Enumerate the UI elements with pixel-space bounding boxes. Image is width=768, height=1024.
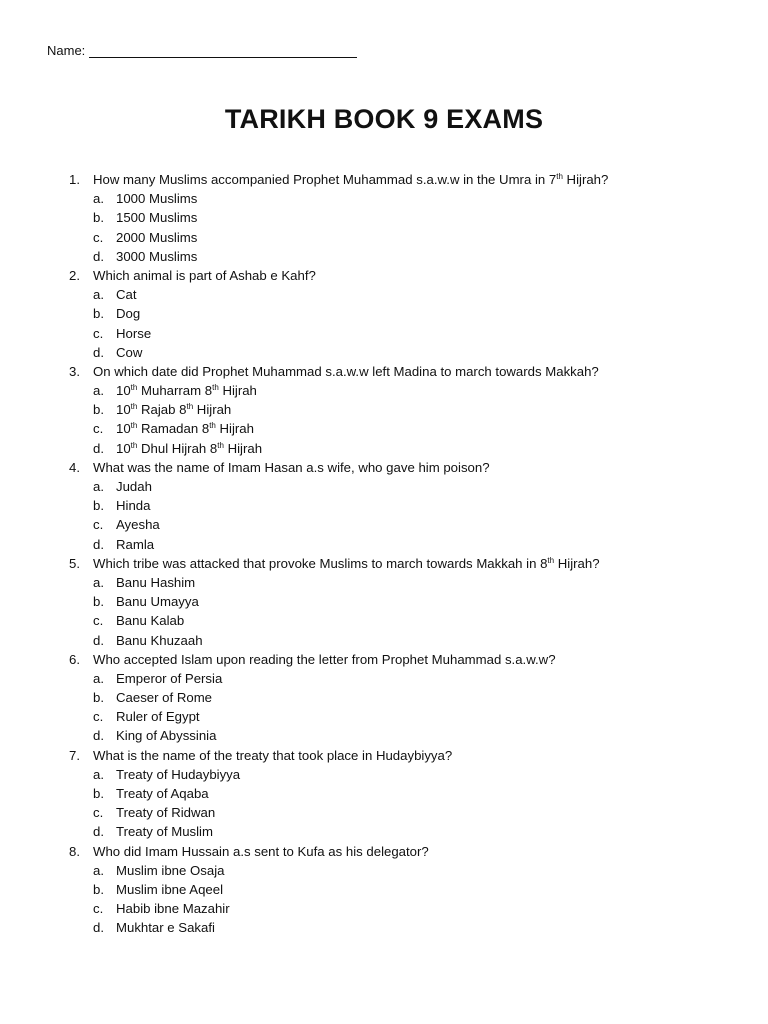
text-segment: Dog xyxy=(116,306,141,322)
text-segment: Hijrah? xyxy=(562,172,609,187)
text-segment: Muharram 8 xyxy=(137,383,213,399)
question-number: 5. xyxy=(69,555,80,571)
answer-option xyxy=(0,688,768,707)
question-text xyxy=(93,554,600,573)
text-segment: Treaty of Ridwan xyxy=(116,805,216,821)
text-segment: 10 xyxy=(116,383,131,399)
text-segment: Who did Imam Hussain a.s sent to Kufa as his delegator? xyxy=(93,843,429,859)
ordinal-superscript: th xyxy=(130,402,138,412)
text-segment: Who accepted Islam upon reading the letter from Prophet Muhammad s.a.w.w? xyxy=(93,651,556,667)
text-segment: Ruler of Egypt xyxy=(116,709,200,725)
question-text xyxy=(93,650,556,669)
text-segment: Hijrah xyxy=(223,440,263,456)
option-letter: a. xyxy=(93,383,104,399)
option-letter: a. xyxy=(93,670,104,686)
answer-option xyxy=(0,419,768,438)
option-letter: b. xyxy=(93,210,104,226)
question-item xyxy=(0,554,768,650)
question-number: 8. xyxy=(69,843,80,859)
option-text xyxy=(116,611,184,630)
option-text xyxy=(116,477,152,496)
text-segment: Hinda xyxy=(116,498,151,514)
option-letter: a. xyxy=(93,479,104,494)
question-item xyxy=(0,842,768,938)
question-number: 3. xyxy=(69,363,80,379)
option-text xyxy=(116,381,257,400)
answer-option xyxy=(0,611,768,630)
text-segment: Mukhtar e Sakafi xyxy=(116,920,215,936)
text-segment: 10 xyxy=(116,421,131,437)
option-letter: b. xyxy=(93,786,104,801)
question-text xyxy=(93,362,599,381)
name-field-row xyxy=(47,43,357,58)
option-text xyxy=(116,189,197,208)
text-segment: Habib ibne Mazahir xyxy=(116,901,230,917)
text-segment: 3000 Muslims xyxy=(116,248,198,264)
option-text xyxy=(116,822,213,841)
text-segment: Muslim ibne Osaja xyxy=(116,862,225,878)
question-item xyxy=(0,170,768,266)
option-text xyxy=(116,784,209,803)
answer-option xyxy=(0,726,768,745)
option-letter: c. xyxy=(93,613,104,629)
question-item xyxy=(0,458,768,554)
answer-option xyxy=(0,228,768,247)
answer-option xyxy=(0,515,768,534)
text-segment: Dhul Hijrah 8 xyxy=(137,440,218,456)
answer-option xyxy=(0,324,768,343)
option-text xyxy=(116,726,216,745)
option-text xyxy=(116,592,199,611)
option-letter: d. xyxy=(93,632,104,648)
option-letter: a. xyxy=(93,766,104,782)
question-item xyxy=(0,362,768,458)
answer-option xyxy=(0,477,768,496)
text-segment: Cow xyxy=(116,344,143,360)
answer-option xyxy=(0,765,768,784)
option-text xyxy=(116,285,137,304)
text-segment: On which date did Prophet Muhammad s.a.w.w left Madina to march towards Makkah? xyxy=(93,363,599,379)
option-text xyxy=(116,861,224,880)
question-text xyxy=(93,170,608,189)
answer-option xyxy=(0,496,768,515)
question-text xyxy=(93,458,490,477)
question-item xyxy=(0,746,768,842)
question-row xyxy=(0,650,768,669)
answer-option xyxy=(0,285,768,304)
answer-option xyxy=(0,247,768,266)
text-segment: Hijrah xyxy=(218,383,257,399)
option-letter: d. xyxy=(93,920,104,936)
text-segment: Banu Hashim xyxy=(116,574,196,590)
answer-option xyxy=(0,573,768,592)
answer-option xyxy=(0,784,768,803)
text-segment: Banu Umayya xyxy=(116,594,199,610)
answer-option xyxy=(0,803,768,822)
question-item xyxy=(0,266,768,362)
text-segment: Ramadan 8 xyxy=(137,421,210,437)
option-letter: c. xyxy=(93,421,104,437)
answer-option xyxy=(0,880,768,899)
answer-option xyxy=(0,669,768,688)
text-segment: What was the name of Imam Hasan a.s wife, who gave him poison? xyxy=(93,459,490,475)
question-row xyxy=(0,554,768,573)
name-blank-line[interactable] xyxy=(89,43,357,58)
ordinal-superscript: th xyxy=(130,440,138,450)
question-row xyxy=(0,362,768,381)
text-segment: 1500 Muslims xyxy=(116,210,198,226)
option-text xyxy=(116,880,223,899)
option-letter: a. xyxy=(93,287,104,303)
text-segment: Hijrah xyxy=(215,421,254,437)
answer-option xyxy=(0,899,768,918)
ordinal-superscript: th xyxy=(217,440,224,450)
option-letter: d. xyxy=(93,536,104,552)
text-segment: King of Abyssinia xyxy=(116,728,217,744)
text-segment: 10 xyxy=(116,440,131,456)
option-text xyxy=(116,803,215,822)
option-text xyxy=(116,765,240,784)
ordinal-superscript: th xyxy=(212,383,219,393)
answer-option xyxy=(0,304,768,323)
option-text xyxy=(116,228,197,247)
text-segment: Ayesha xyxy=(116,517,160,533)
option-text xyxy=(116,899,230,918)
ordinal-superscript: th xyxy=(209,421,216,431)
text-segment: 10 xyxy=(116,402,131,418)
text-segment: What is the name of the treaty that took place in Hudaybiyya? xyxy=(93,747,453,763)
option-text xyxy=(116,535,154,554)
option-letter: c. xyxy=(93,517,104,533)
page-title: TARIKH BOOK 9 EXAMS xyxy=(224,104,544,134)
option-text xyxy=(116,304,140,323)
answer-option xyxy=(0,631,768,650)
question-text xyxy=(93,842,429,861)
question-number: 7. xyxy=(69,747,80,763)
option-letter: b. xyxy=(93,498,104,514)
ordinal-superscript: th xyxy=(130,383,138,393)
option-text xyxy=(116,324,151,343)
ordinal-superscript: th xyxy=(186,402,194,412)
text-segment: Ramla xyxy=(116,536,155,552)
ordinal-superscript: th xyxy=(130,421,138,431)
question-row xyxy=(0,170,768,189)
option-text xyxy=(116,631,203,650)
answer-option xyxy=(0,822,768,841)
ordinal-superscript: th xyxy=(556,172,563,181)
option-letter: b. xyxy=(93,306,104,322)
text-segment: Which tribe was attacked that provoke Muslims to march towards Makkah in 8 xyxy=(93,555,548,571)
option-text xyxy=(116,419,254,438)
option-letter: d. xyxy=(93,824,104,840)
option-letter: c. xyxy=(93,901,104,917)
question-row xyxy=(0,266,768,285)
option-text xyxy=(116,688,212,707)
option-letter: d. xyxy=(93,344,104,360)
option-text xyxy=(116,669,222,688)
option-text xyxy=(116,343,142,362)
question-row xyxy=(0,458,768,477)
answer-option xyxy=(0,400,768,419)
text-segment: Banu Kalab xyxy=(116,613,185,629)
option-letter: b. xyxy=(93,594,104,610)
question-text xyxy=(93,266,316,285)
text-segment: Emperor of Persia xyxy=(116,670,223,686)
option-letter: c. xyxy=(93,709,104,725)
answer-option xyxy=(0,381,768,400)
answer-option xyxy=(0,707,768,726)
question-number: 2. xyxy=(69,267,80,283)
question-row xyxy=(0,842,768,861)
text-segment: How many Muslims accompanied Prophet Muhammad s.a.w.w in the Umra in 7 xyxy=(93,172,557,187)
text-segment: Banu Khuzaah xyxy=(116,632,203,648)
option-letter: b. xyxy=(93,881,104,897)
option-text xyxy=(116,247,197,266)
text-segment: Judah xyxy=(116,479,152,494)
question-number: 1. xyxy=(69,172,80,187)
option-letter: b. xyxy=(93,690,104,706)
option-text xyxy=(116,515,160,534)
option-text xyxy=(116,208,197,227)
question-row xyxy=(0,746,768,765)
text-segment: Caeser of Rome xyxy=(116,690,213,706)
text-segment: Treaty of Muslim xyxy=(116,824,213,840)
text-segment: 1000 Muslims xyxy=(116,191,198,207)
text-segment: Treaty of Aqaba xyxy=(116,786,209,801)
option-text xyxy=(116,573,195,592)
option-text xyxy=(116,707,200,726)
option-text xyxy=(116,400,231,419)
text-segment: Horse xyxy=(116,325,152,341)
text-segment: Rajab 8 xyxy=(137,402,187,418)
text-segment: Which animal is part of Ashab e Kahf? xyxy=(93,267,316,283)
text-segment: Hijrah? xyxy=(554,555,600,571)
option-text xyxy=(116,496,150,515)
answer-option xyxy=(0,918,768,937)
text-segment: 2000 Muslims xyxy=(116,229,198,245)
option-letter: c. xyxy=(93,229,104,245)
option-text xyxy=(116,918,215,937)
option-letter: c. xyxy=(93,325,104,341)
text-segment: Treaty of Hudaybiyya xyxy=(116,766,241,782)
option-text xyxy=(116,439,262,458)
answer-option xyxy=(0,343,768,362)
option-letter: a. xyxy=(93,191,104,207)
option-letter: d. xyxy=(93,440,104,456)
option-letter: c. xyxy=(93,805,104,821)
option-letter: a. xyxy=(93,862,104,878)
answer-option xyxy=(0,439,768,458)
question-text xyxy=(93,746,452,765)
text-segment: Cat xyxy=(116,287,137,303)
question-number: 4. xyxy=(69,459,80,475)
option-letter: a. xyxy=(93,574,104,590)
text-segment: Muslim ibne Aqeel xyxy=(116,881,224,897)
answer-option xyxy=(0,592,768,611)
answer-option xyxy=(0,189,768,208)
answer-option xyxy=(0,208,768,227)
name-label: Name: xyxy=(47,43,86,58)
question-item xyxy=(0,650,768,746)
question-number: 6. xyxy=(69,651,80,667)
option-letter: b. xyxy=(93,402,104,418)
question-list xyxy=(0,170,768,938)
ordinal-superscript: th xyxy=(547,555,555,565)
option-letter: d. xyxy=(93,248,104,264)
answer-option xyxy=(0,861,768,880)
text-segment: Hijrah xyxy=(193,402,232,418)
option-letter: d. xyxy=(93,728,104,744)
answer-option xyxy=(0,535,768,554)
